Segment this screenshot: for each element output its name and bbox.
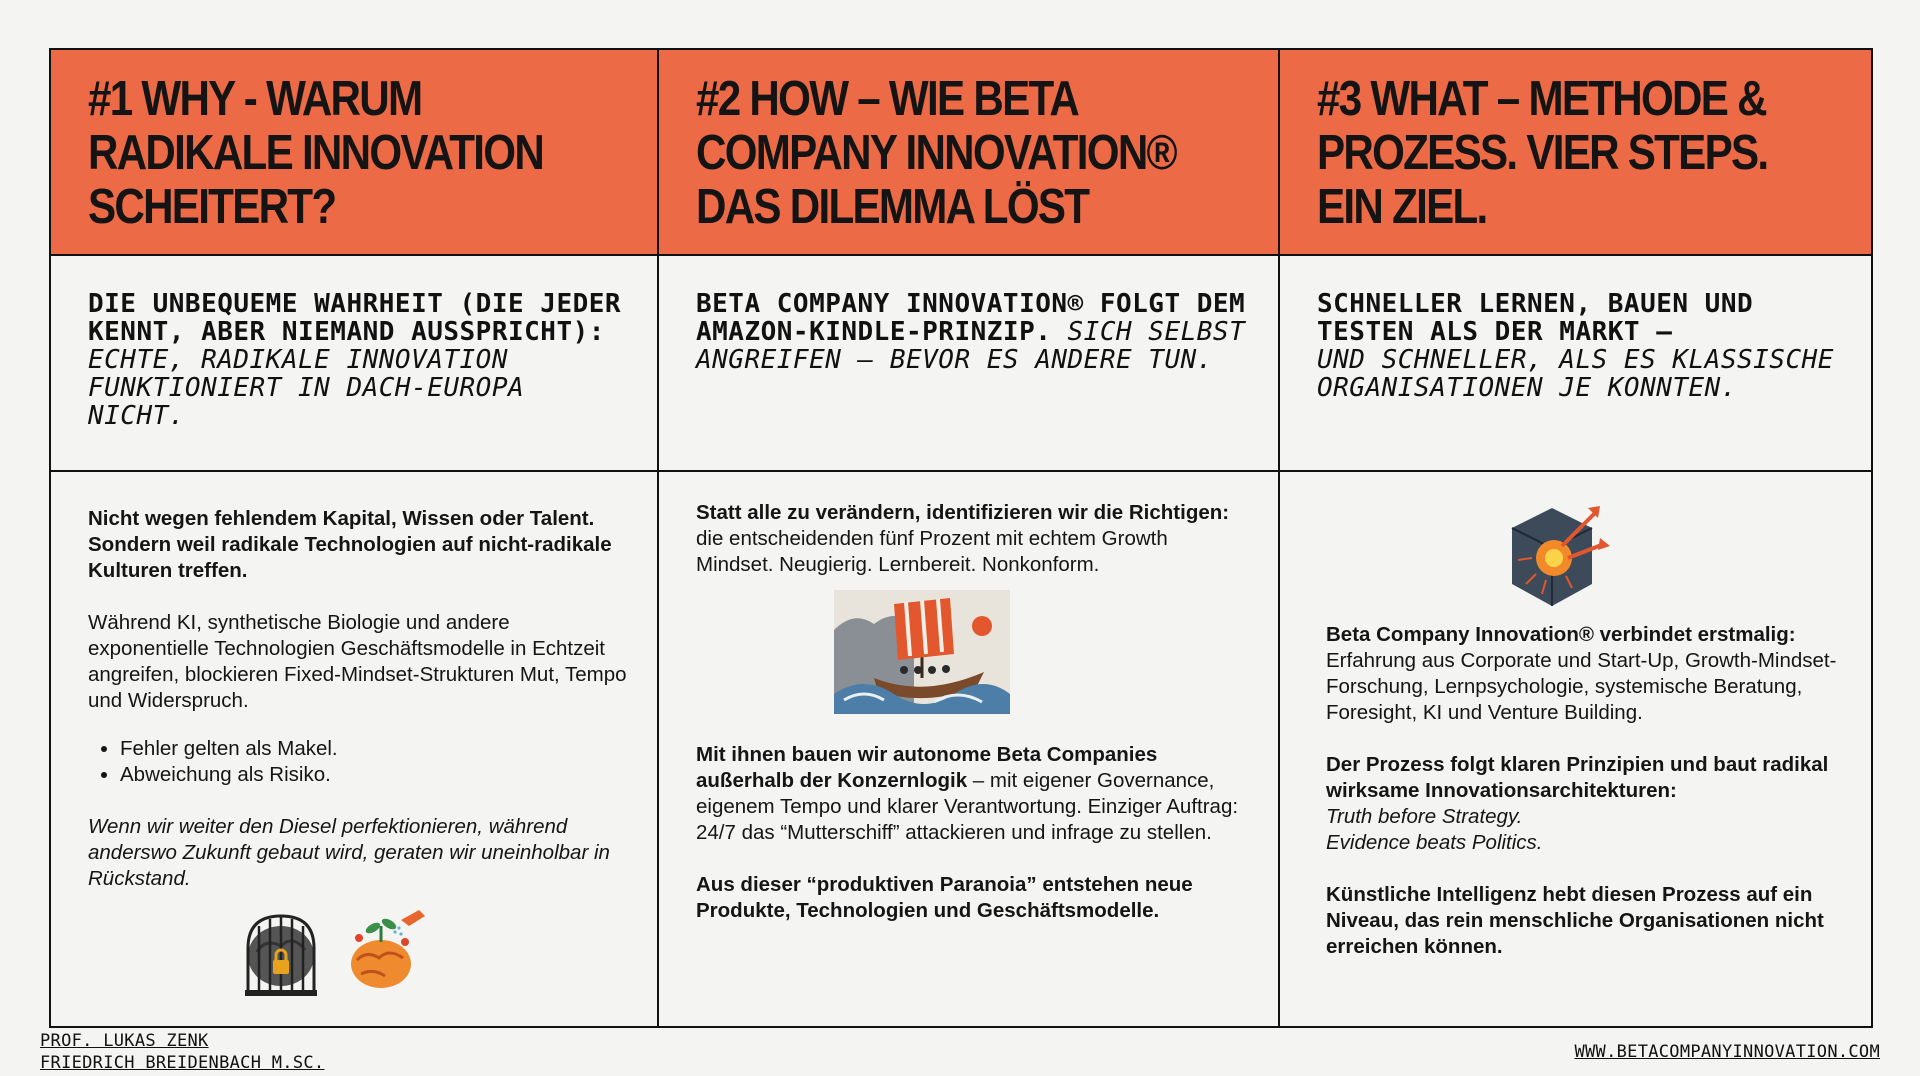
column-2-paragraph: Mit ihnen bauen wir autonome Beta Companies außerhalb der Konzernlogik – mit eigener Governance, eigenem Tempo und klarer Verantwortung. Einziger Auftrag: 24/7 das “Mutterschiff” attackieren und infrage zu stellen. bbox=[696, 743, 1239, 844]
column-3-header bbox=[1280, 50, 1871, 256]
footer-author-2: FRIEDRICH BREIDENBACH M.SC. bbox=[40, 1053, 325, 1073]
growing-brain-icon bbox=[343, 902, 429, 998]
column-2-title: #2 HOW – WIE BETA COMPANY INNOVATION® DAS DILEMMA LÖST bbox=[696, 72, 1176, 234]
column-2-closing: Aus dieser “produktiven Paranoia” entstehen neue Produkte, Technologien und Geschäftsmodelle. bbox=[696, 873, 1193, 922]
column-2-intro: Statt alle zu verändern, identifizieren wir die Richtigen: die entscheidenden fünf Prozent mit echtem Growth Mindset. Neugierig. Lernbereit. Nonkonform. bbox=[696, 501, 1230, 576]
bullet-item: • Abweichung als Risiko. bbox=[120, 762, 627, 788]
column-3-subtitle-cell bbox=[1280, 256, 1871, 472]
column-2-subtitle-cell bbox=[659, 256, 1280, 472]
column-1-header bbox=[51, 50, 659, 256]
column-3-intro: Beta Company Innovation® verbindet erstmalig: Erfahrung aus Corporate und Start-Up, Growth-Mindset-Forschung, Lernpsychologie, systemische Beratung, Foresight, KI und Venture Building. bbox=[1326, 623, 1837, 724]
column-3-body bbox=[1280, 472, 1871, 1026]
column-1-intro: Nicht wegen fehlendem Kapital, Wissen oder Talent. Sondern weil radikale Technologien auf nicht-radikale Kulturen treffen. bbox=[88, 507, 612, 582]
column-3-subtitle: SCHNELLER LERNEN, BAUEN UND TESTEN ALS DER MARKT – UND SCHNELLER, ALS ES KLASSISCHE ORGANISATIONEN JE KONNTEN. bbox=[1317, 289, 1834, 403]
column-1-body bbox=[51, 472, 659, 1026]
column-1-subtitle-cell bbox=[51, 256, 659, 472]
column-1-paragraph: Während KI, synthetische Biologie und andere exponentielle Technologien Geschäftsmodelle in Echtzeit angreifen, blockieren Fixed-Mindset-Strukturen Mut, Tempo und Widerspruch. bbox=[88, 611, 627, 712]
bullet-item: • Fehler gelten als Makel. bbox=[120, 736, 627, 762]
column-3-principles: Der Prozess folgt klaren Prinzipien und baut radikal wirksame Innovationsarchitekturen: Truth before Strategy. Evidence beats Politics. bbox=[1326, 753, 1829, 854]
column-1-closing: Wenn wir weiter den Diesel perfektionieren, während anderswo Zukunft gebaut wird, geraten wir uneinholbar in Rückstand. bbox=[88, 815, 610, 890]
viking-ship-icon bbox=[834, 590, 1010, 714]
column-2-subtitle: BETA COMPANY INNOVATION® FOLGT DEM AMAZON-KINDLE-PRINZIP. SICH SELBST ANGREIFEN – BEVOR ES ANDERE TUN. bbox=[696, 289, 1246, 375]
three-column-grid bbox=[49, 48, 1873, 1028]
column-1-title: #1 WHY - WARUM RADIKALE INNOVATION SCHEITERT? bbox=[88, 72, 544, 234]
column-2-body bbox=[659, 472, 1280, 1026]
column-3-closing: Künstliche Intelligenz hebt diesen Prozess auf ein Niveau, das rein menschliche Organisationen nicht erreichen können. bbox=[1326, 883, 1824, 958]
footer-website-link[interactable]: WWW.BETACOMPANYINNOVATION.COM bbox=[1574, 1042, 1880, 1062]
caged-brain-icon bbox=[239, 910, 323, 998]
footer-author-1: PROF. LUKAS ZENK bbox=[40, 1031, 209, 1051]
column-1-subtitle: DIE UNBEQUEME WAHRHEIT (DIE JEDER KENNT, ABER NIEMAND AUSSPRICHT): ECHTE, RADIKALE INNOVATION FUNKTIONIERT IN DACH-EUROPA NICHT. bbox=[88, 289, 622, 431]
column-2-header bbox=[659, 50, 1280, 256]
column-1-bullet-list bbox=[120, 736, 627, 788]
column-3-title: #3 WHAT – METHODE & PROZESS. VIER STEPS. EIN ZIEL. bbox=[1317, 72, 1768, 234]
breaking-cube-icon bbox=[1502, 502, 1614, 610]
footer-authors bbox=[40, 1030, 324, 1074]
